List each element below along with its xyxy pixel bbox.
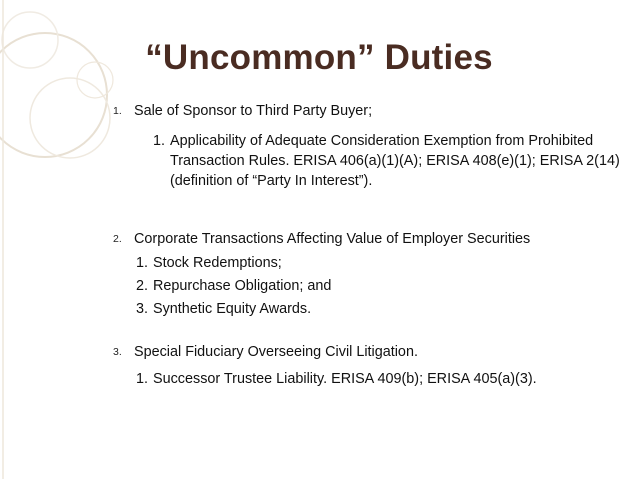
section-number: 2.: [113, 233, 122, 245]
section-heading: Corporate Transactions Affecting Value of Employer Securities: [134, 231, 531, 247]
sub-item-number: 1.: [136, 371, 149, 387]
section-heading: Sale of Sponsor to Third Party Buyer;: [134, 103, 373, 119]
sub-item: [136, 369, 537, 389]
sub-item-text: Applicability of Adequate Consideration Exemption from Prohibited Transaction Rules. ERISA 406(a)(1)(A); ERISA 408(e)(1); ERISA 2(14) (definition of “Party In Interest”).: [170, 133, 620, 189]
section-number: 3.: [113, 346, 122, 358]
sub-item-text: Synthetic Equity Awards.: [153, 301, 312, 317]
section-number: 1.: [113, 105, 122, 117]
sub-item: [136, 299, 311, 319]
slide-title: “Uncommon” Duties: [145, 38, 493, 77]
sub-item-number: 3.: [136, 301, 149, 317]
sub-item: [153, 131, 638, 191]
sub-item-text: Stock Redemptions;: [153, 255, 282, 271]
sub-item-number: 1.: [153, 133, 166, 149]
sub-item-number: 1.: [136, 255, 149, 271]
sub-item-number: 2.: [136, 278, 149, 294]
sub-item-text: Repurchase Obligation; and: [153, 278, 332, 294]
sub-item: [136, 253, 282, 273]
section-heading: Special Fiduciary Overseeing Civil Litigation.: [134, 344, 418, 360]
sub-item: [136, 276, 331, 296]
sub-item-text: Successor Trustee Liability. ERISA 409(b); ERISA 405(a)(3).: [153, 371, 537, 387]
